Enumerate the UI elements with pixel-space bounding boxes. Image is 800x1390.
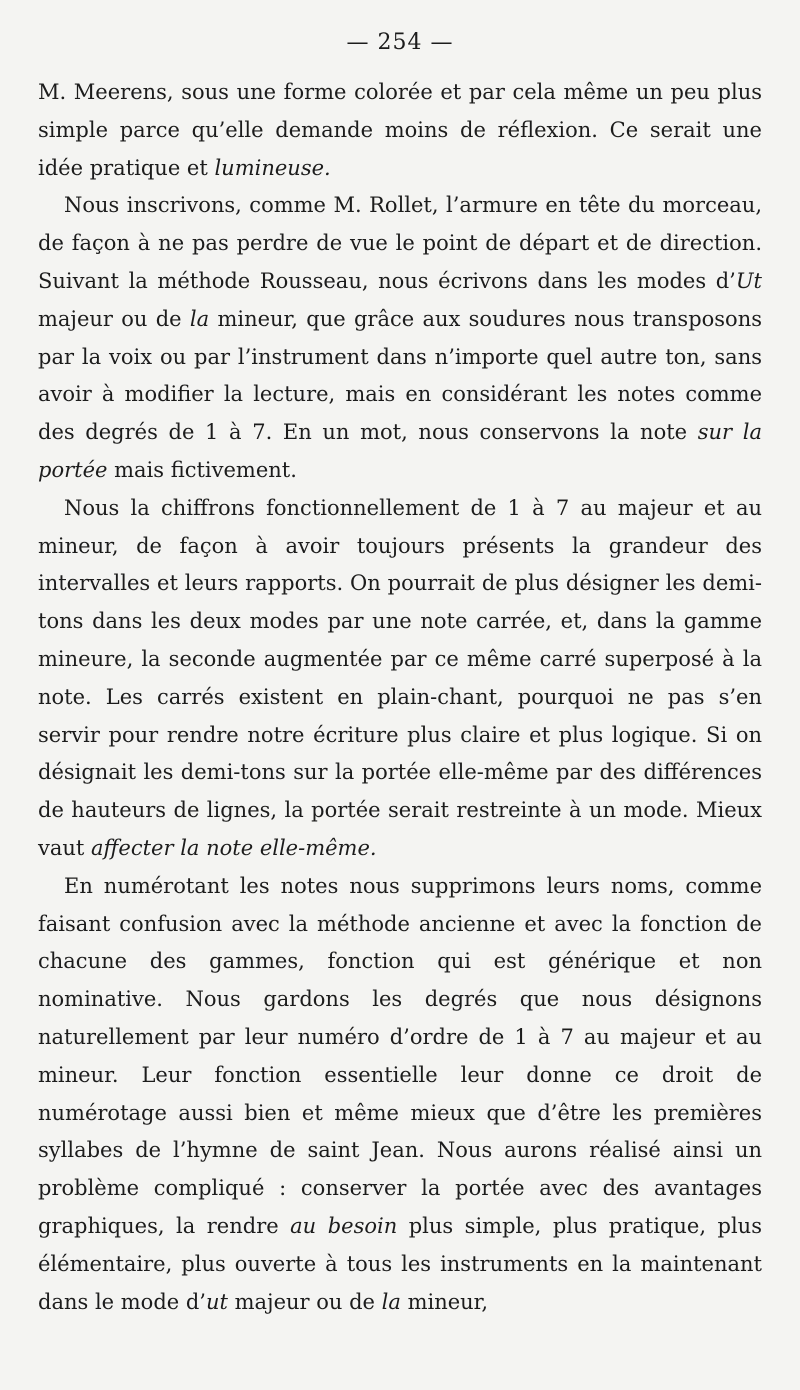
text-segment-italic: au besoin xyxy=(290,1213,398,1238)
text-segment: Nous inscrivons, comme M. Rollet, l’armure en tête du morceau, de façon à ne pas perdre de vue le point de départ et de direction. Suivant la méthode Rousseau, nous écrivons dans les modes d’ xyxy=(38,193,762,293)
paragraph-2 xyxy=(38,187,762,489)
text-segment-italic: la xyxy=(189,306,210,331)
text-segment-italic: lumineuse. xyxy=(214,155,331,180)
page-number: — 254 — xyxy=(346,30,454,55)
text-segment-italic: Ut xyxy=(735,268,762,293)
paragraph-3 xyxy=(38,490,762,868)
paragraph-1 xyxy=(38,74,762,187)
text-segment: M. Meerens, sous une forme colorée et par cela même un peu plus simple parce qu’elle demande moins de réflexion. Ce serait une idée pratique et xyxy=(38,80,762,180)
text-segment: majeur ou de xyxy=(227,1289,382,1314)
text-segment: mineur, xyxy=(400,1289,489,1314)
text-segment: mais fictivement. xyxy=(107,457,297,482)
text-segment: Nous la chiffrons fonctionnellement de 1 à 7 au majeur et au mineur, de façon à avoir toujours présents la grandeur des intervalles et leurs rapports. On pourrait de plus désigner les demi-tons dans les deux modes par une note carrée, et, dans la gamme mineure, la seconde augmentée par ce même carré superposé à la note. Les carrés existent en plain-chant, pourquoi ne pas s’en servir pour rendre notre écriture plus claire et plus logique. Si on désignait les demi-tons sur la portée elle-même par des différences de hauteurs de lignes, la portée serait restreinte à un mode. Mieux vaut xyxy=(38,495,762,860)
text-segment-italic: sur la portée xyxy=(38,420,762,482)
text-segment-italic: la xyxy=(381,1289,401,1314)
text-segment: En numérotant les notes nous supprimons leurs noms, comme faisant confusion avec la méthode ancienne et avec la fonction de chacune des gammes, fonction qui est générique et non nominative. Nous gardons les degrés que nous désignons naturellement par leur numéro d’ordre de 1 à 7 au majeur et au mineur. Leur fonction essentielle leur donne ce droit de numérotage aussi bien et même mieux que d’être les premières syllabes de l’hymne de saint Jean. Nous aurons réalisé ainsi un problème compliqué : conserver la portée avec des avantages graphiques, la rendre xyxy=(38,873,762,1238)
text-segment: plus simple, plus pratique, plus élémentaire, plus ouverte à tous les instruments en la maintenant dans le mode d’ xyxy=(38,1213,762,1314)
text-segment: mineur, que grâce aux soudures nous transposons par la voix ou par l’instrument dans n’importe quel autre ton, sans avoir à modifier la lecture, mais en considérant les notes comme des degrés de 1 à 7. En un mot, nous conservons la note xyxy=(38,306,762,445)
paragraph-4 xyxy=(38,868,762,1322)
text-segment: majeur ou de xyxy=(38,306,190,331)
text-segment-italic: ut xyxy=(205,1289,228,1314)
text-segment-italic: affecter la note elle-même. xyxy=(91,835,377,860)
